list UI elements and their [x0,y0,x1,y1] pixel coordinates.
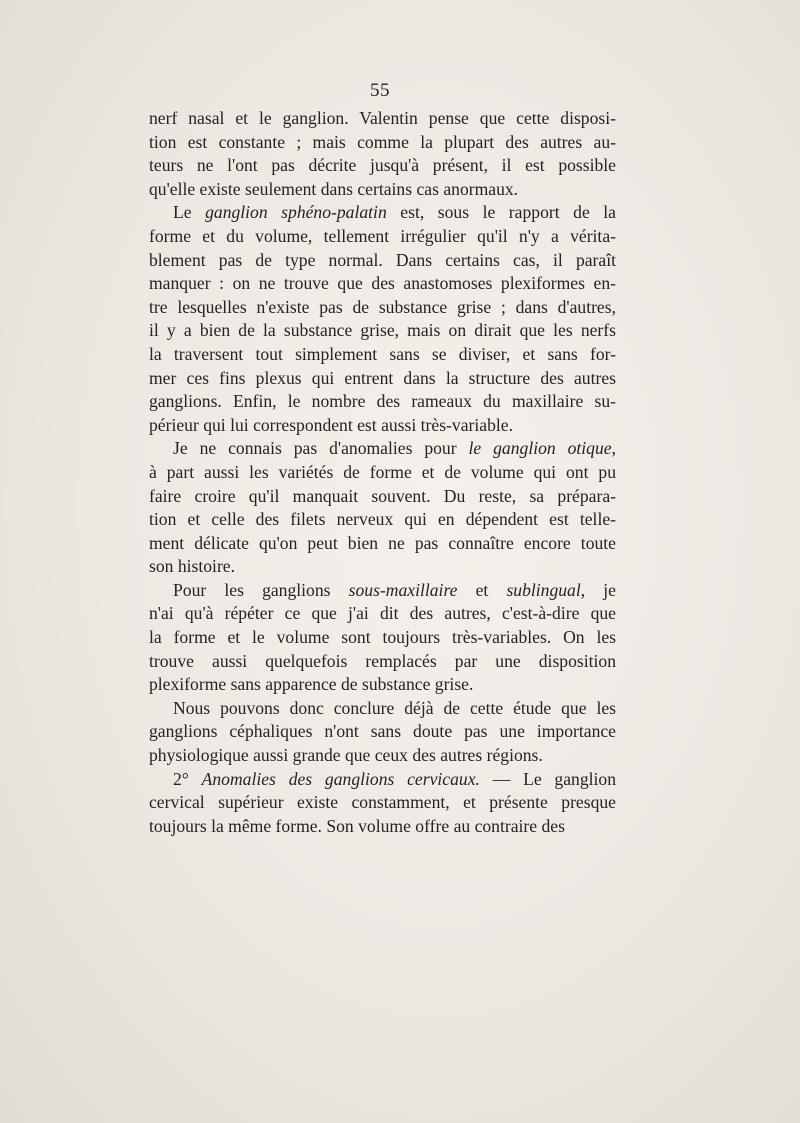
text-line: nerf nasal et le ganglion. Valentin pense que cette disposi- [149,108,616,128]
paragraph [149,579,616,697]
text-line: il y a bien de la substance grise, mais on dirait que les nerfs [149,320,616,341]
text-line: ganglions céphaliques n'ont sans doute pas une importance [149,721,616,742]
text-line: la forme et le volume sont toujours très-variables. On les [149,627,616,648]
text-line: trouve aussi quelquefois remplacés par une disposition [149,650,616,671]
text-line: faire croire qu'il manquait souvent. Du reste, sa prépara- [149,485,616,506]
text-line: tion et celle des filets nerveux qui en dépendent est telle- [149,509,616,530]
text-line: ment délicate qu'on peut bien ne pas connaître encore toute [149,532,616,553]
paragraph [149,201,616,437]
paragraph [149,107,616,201]
text-line: Je ne connais pas d'anomalies pour le ganglion otique, [173,438,616,459]
text-line: Nous pouvons donc conclure déjà de cette étude que les [173,697,616,718]
text-line: 2° Anomalies des ganglions cervicaux. — Le ganglion [173,768,616,789]
text-line: Le ganglion sphéno-palatin est, sous le rapport de la [173,202,616,223]
text-line: ganglions. Enfin, le nombre des rameaux du maxillaire su- [149,391,616,412]
text-line: la traversent tout simplement sans se diviser, et sans for- [149,343,616,364]
text-line: mer ces fins plexus qui entrent dans la structure des autres [149,367,616,388]
text-line: tre lesquelles n'existe pas de substance grise ; dans d'autres, [149,296,616,317]
text-line: tion est constante ; mais comme la plupart des autres au- [149,131,616,152]
text-line: périeur qui lui correspondent est aussi très-variable. [149,414,513,435]
text-line: toujours la même forme. Son volume offre au contraire des [149,815,565,836]
text-line: cervical supérieur existe constamment, et présente presque [149,792,616,813]
text-line: son histoire. [149,556,236,577]
text-line: qu'elle existe seulement dans certains cas anormaux. [149,178,519,199]
text-line: physiologique aussi grande que ceux des autres régions. [149,745,543,766]
text-line: forme et du volume, tellement irrégulier qu'il n'y a vérita- [149,225,616,246]
page-number: 55 [370,80,390,101]
text-line: blement pas de type normal. Dans certains cas, il paraît [149,249,616,270]
paragraph [149,437,616,579]
text-line: n'ai qu'à répéter ce que j'ai dit des autres, c'est-à-dire que [149,603,616,624]
paragraph [149,697,616,768]
paragraph [149,768,616,839]
text-line: manquer : on ne trouve que des anastomoses plexiformes en- [149,273,616,294]
text-line: teurs ne l'ont pas décrite jusqu'à présent, il est possible [149,155,616,176]
body-text [149,107,616,838]
text-line: Pour les ganglions sous-maxillaire et sublingual, je [173,579,616,600]
text-line: à part aussi les variétés de forme et de volume qui ont pu [149,461,616,482]
text-line: plexiforme sans apparence de substance grise. [149,674,474,695]
